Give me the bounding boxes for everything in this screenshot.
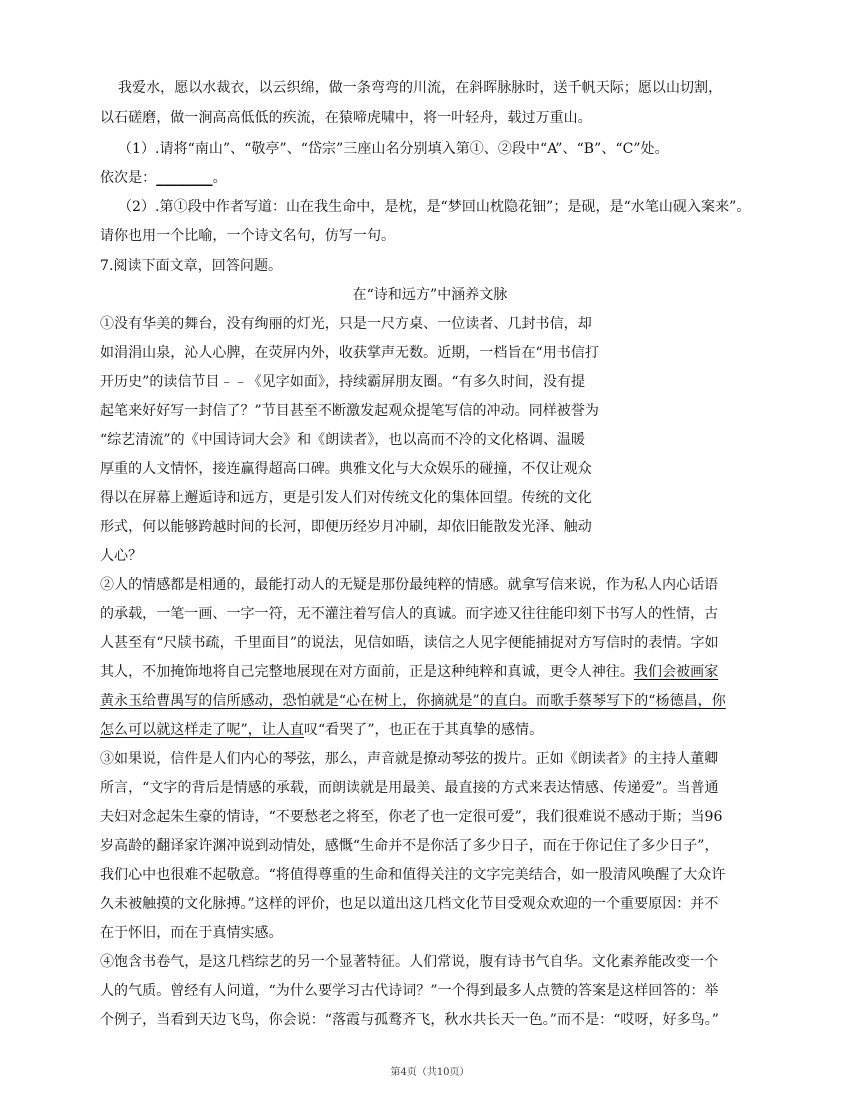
question-2-line-2: 请你也用一个比喻，一个诗文名句，仿写一句。 (100, 228, 396, 244)
paragraph-1-line: “综艺清流”的《中国诗词大会》和《朗读者》，也以高而不冷的文化格调、温暖 (100, 432, 586, 448)
paragraph-1-line: 人心？ (100, 548, 143, 564)
answer-blank: ________ (156, 170, 213, 186)
paragraph-3-line: ③如果说，信件是人们内心的琴弦，那么，声音就是撩动琴弦的拨片。正如《朗读者》的主持人董卿 (100, 751, 719, 767)
answer-suffix: 。 (212, 170, 227, 186)
answer-prefix: 依次是： (100, 170, 157, 186)
page-number-footer: 第4页（共10页） (390, 1067, 470, 1078)
paragraph-4-line: 人的气质。曾经有人问道，“为什么要学习古代诗词？”一个得到最多人点赞的答案是这样回答的：举 (100, 983, 719, 999)
question-2-line-1: （2）.第①段中作者写道：山在我生命中，是枕，是“梦回山枕隐花钿”；是砚，是“水笔山砚入案来”。 (118, 199, 751, 215)
paragraph-4-line: 个例子，当看到天边飞鸟，你会说：“落霞与孤鹜齐飞，秋水共长天一色。”而不是：“哎呀，好多鸟。” (100, 1012, 719, 1028)
question-7-prompt: 7.阅读下面文章，回答问题。 (100, 258, 283, 274)
question-1-line-2 (100, 168, 780, 188)
paragraph-2-line (100, 691, 780, 711)
paragraph-1-line: 如涓涓山泉，沁人心脾，在荧屏内外，收获掌声无数。近期，一档旨在“用书信打 (100, 345, 599, 361)
paragraph-2-line: 人甚至有“尺牍书疏，千里面目”的说法，见信如晤，读信之人见字便能捕捉对方写信时的表情。字如 (100, 635, 719, 651)
paragraph-1-line: 得以在屏幕上邂逅诗和远方，更是引发人们对传统文化的集体回望。传统的文化 (100, 490, 592, 506)
paragraph-2-line (100, 720, 780, 740)
paragraph-2-line: 的承载，一笔一画、一字一符，无不灌注着写信人的真诚。而字迹又往往能印刻下书写人的性情，古 (100, 606, 719, 622)
paragraph-1-line: ①没有华美的舞台，没有绚丽的灯光，只是一尺方桌、一位读者、几封书信，却 (100, 316, 592, 332)
question-1-line-1: （1）.请将“南山”、“敬亭”、“岱宗”三座山名分别填入第①、②段中“A”、“B”、“C”处。 (118, 141, 669, 157)
paragraph-3-line: 在于怀旧，而在于真情实感。 (100, 925, 283, 941)
paragraph-4-line: ④饱含书卷气，是这几档综艺的另一个显著特征。人们常说，腹有诗书气自华。文化素养能改变一个 (100, 954, 719, 970)
intro-line-2: 以石磋磨，做一涧高高低低的疾流，在猿啼虎啸中，将一叶轻舟，载过万重山。 (100, 110, 592, 126)
paragraph-3-line: 夫妇对念起朱生豪的情诗，“不要愁老之将至，你老了也一定很可爱”，我们很难说不感动于斯；当96 (100, 809, 723, 825)
underlined-sentence: 怎么可以就这样走了呢”，让人直 (100, 722, 304, 738)
paragraph-3-line: 久未被触摸的文化脉搏。”这样的评价，也足以道出这几档文化节目受观众欢迎的一个重要原因：并不 (100, 896, 719, 912)
paragraph-3-line: 我们心中也很难不起敬意。“将值得尊重的生命和值得关注的文字完美结合，如一股清风唤醒了大众许 (100, 867, 726, 883)
paragraph-3-line: 岁高龄的翻译家许渊冲说到动情处，感慨“生命并不是你活了多少日子，而在于你记住了多少日子”， (100, 838, 719, 854)
underlined-sentence: 黄永玉给曹禺写的信所感动，恐怕就是“心在树上，你摘就是”的直白。而歌手蔡琴写下的“杨德昌，你 (100, 693, 726, 709)
paragraph-1-line: 起笔来好好写一封信了？”节目甚至不断激发起观众提笔写信的冲动。同样被誉为 (100, 403, 599, 419)
paragraph-1-line: 形式，何以能够跨越时间的长河，即便历经岁月冲刷，却依旧能散发光泽、触动 (100, 519, 592, 535)
article-title: 在“诗和远方”中涵养文脉 (352, 287, 508, 303)
paragraph-2-text: 其人，不加掩饰地将自己完整地展现在对方面前，正是这种纯粹和真诚，更令人神往。 (100, 664, 634, 680)
paragraph-2-line (100, 662, 780, 682)
paragraph-1-line: 开历史”的读信节目﹣﹣《见字如面》，持续霸屏朋友圈。“有多久时间，没有提 (100, 374, 586, 390)
paragraph-2-text: 叹“看哭了”，也正在于其真挚的感情。 (303, 722, 544, 738)
paragraph-3-line: 所言，“文字的背后是情感的承载，而朗读就是用最美、最直接的方式来表达情感、传递爱”。当普通 (100, 780, 719, 796)
paragraph-2-line: ②人的情感都是相通的，最能打动人的无疑是那份最纯粹的情感。就拿写信来说，作为私人内心话语 (100, 577, 719, 593)
paragraph-1-line: 厚重的人文情怀，接连赢得超高口碑。典雅文化与大众娱乐的碰撞，不仅让观众 (100, 461, 592, 477)
underlined-sentence: 我们会被画家 (633, 664, 719, 680)
intro-line-1: 我爱水，愿以水裁衣，以云织绵，做一条弯弯的川流，在斜晖脉脉时，送千帆天际；愿以山切割， (118, 80, 723, 96)
